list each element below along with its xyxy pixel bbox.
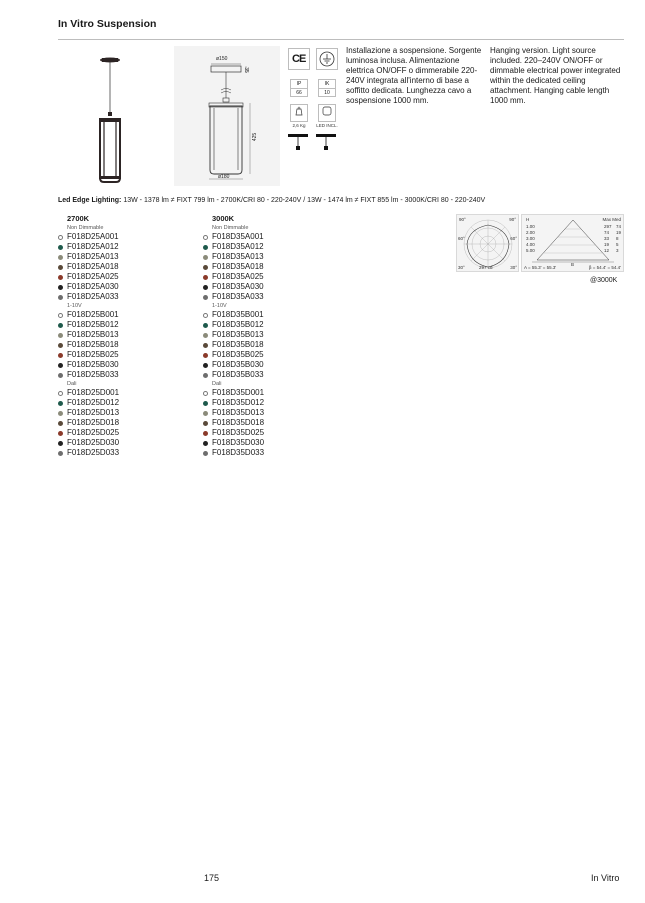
- product-code-row: [203, 330, 343, 340]
- column-temperature: 2700K: [67, 214, 90, 223]
- product-code: F018D25B018: [67, 340, 119, 349]
- product-code: F018D25A013: [67, 252, 119, 261]
- finish-swatch-icon: [203, 333, 208, 338]
- code-column-2700k: [58, 214, 198, 458]
- led-edge-spec: [58, 197, 485, 204]
- finish-swatch-icon: [203, 353, 208, 358]
- finish-swatch-icon: [58, 441, 63, 446]
- page-number: 175: [204, 873, 220, 883]
- finish-swatch-icon: [58, 333, 63, 338]
- product-code-row: [58, 330, 198, 340]
- product-code-row: [203, 252, 343, 262]
- product-code: F018D25B030: [67, 360, 119, 369]
- finish-swatch-icon: [203, 431, 208, 436]
- product-code-row: [203, 360, 343, 370]
- technical-drawing: [174, 46, 280, 186]
- finish-swatch-icon: [58, 323, 63, 328]
- product-code-row: [58, 360, 198, 370]
- led-included-label: LED INCL.: [316, 123, 338, 128]
- product-code: F018D25D013: [67, 408, 120, 417]
- finish-swatch-icon: [58, 373, 63, 378]
- finish-swatch-icon: [58, 245, 63, 250]
- cone-value-h: 1.00: [526, 224, 535, 229]
- product-code-row: [58, 398, 198, 408]
- product-code-row: [58, 408, 198, 418]
- ce-mark-icon: CE: [288, 48, 310, 70]
- product-code: F018D35B025: [212, 350, 264, 359]
- cone-value-max: 33: [604, 236, 610, 241]
- footer-product-name: In Vitro: [591, 873, 620, 883]
- product-code: F018D25D001: [67, 388, 120, 397]
- weight-icon: [290, 104, 308, 122]
- product-code: F018D25D012: [67, 398, 120, 407]
- finish-swatch-icon: [203, 313, 208, 318]
- cone-value-med: 8: [616, 236, 619, 241]
- product-code: F018D25B013: [67, 330, 119, 339]
- finish-swatch-icon: [203, 373, 208, 378]
- product-code-row: [58, 272, 198, 282]
- product-code-row: [58, 282, 198, 292]
- finish-swatch-icon: [203, 343, 208, 348]
- description-italian: Installazione a sospensione. Sorgente luminosa inclusa. Alimentazione elettrica ON/OFF o dimmerabile 220-240V integrata all'interno di base a soffitto dedicata. Lunghezza cavo a sospensione 1000 mm.: [346, 46, 482, 105]
- ip-rating-badge: IP 66: [290, 79, 308, 97]
- product-code-row: [203, 232, 343, 242]
- finish-swatch-icon: [58, 421, 63, 426]
- photometry-temperature-note: @3000K: [590, 277, 618, 284]
- product-code-row: [203, 370, 343, 380]
- finish-swatch-icon: [203, 285, 208, 290]
- product-code-row: [203, 340, 343, 350]
- finish-swatch-icon: [58, 265, 63, 270]
- cone-value-h: 2.00: [526, 230, 535, 235]
- product-code-row: [203, 398, 343, 408]
- finish-swatch-icon: [203, 235, 208, 240]
- dim-top-diameter: ø150: [216, 56, 228, 62]
- light-cone-diagram: H Max Med 1.00 297 74 2.00 74 19 3.00 33 8 4.00 19 5 5.00 12 3 B A = 55.3' = 55.3' β = 54.4' = 54.4': [521, 214, 624, 272]
- product-code-row: [58, 418, 198, 428]
- product-code: F018D35B033: [212, 370, 264, 379]
- product-code-row: [58, 252, 198, 262]
- product-code-row: [203, 272, 343, 282]
- product-code-row: [58, 310, 198, 320]
- product-code-row: [203, 282, 343, 292]
- product-code: F018D25A018: [67, 262, 119, 271]
- product-code-row: [203, 438, 343, 448]
- product-code: F018D25D025: [67, 428, 120, 437]
- product-code-row: [203, 320, 343, 330]
- polar-diagram: 90° 90° 60° 60° 30° 30° 297 cd: [456, 214, 519, 272]
- finish-swatch-icon: [203, 363, 208, 368]
- product-code-row: [203, 388, 343, 398]
- product-code: F018D25A001: [67, 232, 119, 241]
- product-code-row: [58, 262, 198, 272]
- product-code: F018D25A012: [67, 242, 119, 251]
- finish-swatch-icon: [58, 363, 63, 368]
- product-code-row: [203, 428, 343, 438]
- led-edge-values: 13W - 1378 lm ≠ FIXT 799 lm - 2700K/CRI 80 - 220-240V / 13W - 1474 lm ≠ FIXT 855 lm - 3000K/CRI 80 - 220-240V: [121, 197, 486, 204]
- control-type-label: Dali: [212, 381, 222, 387]
- product-code-row: [58, 438, 198, 448]
- column-temperature: 3000K: [212, 214, 235, 223]
- finish-swatch-icon: [203, 295, 208, 300]
- product-code: F018D25A033: [67, 292, 119, 301]
- product-code: F018D35B018: [212, 340, 264, 349]
- product-code: F018D35D018: [212, 418, 265, 427]
- product-code-row: [203, 418, 343, 428]
- product-code-row: [58, 388, 198, 398]
- finish-swatch-icon: [58, 235, 63, 240]
- cone-value-med: 3: [616, 248, 619, 253]
- product-code: F018D25B001: [67, 310, 119, 319]
- page-title: In Vitro Suspension: [58, 18, 157, 30]
- dim-body-height: 425: [252, 132, 259, 142]
- product-code-row: [58, 350, 198, 360]
- ik-rating-badge: IK 10: [318, 79, 336, 97]
- led-included-icon: [318, 104, 336, 122]
- product-code-row: [203, 242, 343, 252]
- product-code: F018D35A013: [212, 252, 264, 261]
- product-code: F018D25A030: [67, 282, 119, 291]
- finish-swatch-icon: [203, 451, 208, 456]
- product-code: F018D35B001: [212, 310, 264, 319]
- product-code-row: [203, 310, 343, 320]
- product-code: F018D35A018: [212, 262, 264, 271]
- product-code-row: [58, 292, 198, 302]
- product-code: F018D35D030: [212, 438, 265, 447]
- product-code: F018D35B030: [212, 360, 264, 369]
- product-code-row: [58, 232, 198, 242]
- cone-value-max: 74: [604, 230, 610, 235]
- product-code-row: [58, 242, 198, 252]
- finish-swatch-icon: [58, 285, 63, 290]
- product-code-row: [58, 370, 198, 380]
- control-type-label: Non Dimmable: [67, 225, 104, 231]
- finish-swatch-icon: [203, 255, 208, 260]
- finish-swatch-icon: [203, 421, 208, 426]
- finish-swatch-icon: [58, 313, 63, 318]
- cone-value-h: 4.00: [526, 242, 535, 247]
- product-code: F018D35D012: [212, 398, 265, 407]
- product-code: F018D25D033: [67, 448, 120, 457]
- cone-value-max: 19: [604, 242, 610, 247]
- product-code-row: [203, 448, 343, 458]
- finish-swatch-icon: [203, 323, 208, 328]
- finish-swatch-icon: [203, 391, 208, 396]
- finish-swatch-icon: [58, 343, 63, 348]
- product-code: F018D25D030: [67, 438, 120, 447]
- code-column-3000k: [203, 214, 343, 458]
- control-type-label: 1-10V: [212, 303, 227, 309]
- finish-swatch-icon: [58, 295, 63, 300]
- product-code-row: [58, 340, 198, 350]
- pendant-mount-alt-icon: [316, 134, 336, 154]
- certification-icons: [286, 46, 342, 158]
- product-code: F018D35A012: [212, 242, 264, 251]
- product-photo: [80, 50, 140, 190]
- finish-swatch-icon: [203, 441, 208, 446]
- finish-swatch-icon: [58, 275, 63, 280]
- finish-swatch-icon: [203, 265, 208, 270]
- product-code: F018D35D025: [212, 428, 265, 437]
- product-code: F018D25B025: [67, 350, 119, 359]
- led-edge-label: Led Edge Lighting:: [58, 197, 122, 204]
- cone-value-med: 19: [616, 230, 622, 235]
- cone-value-max: 12: [604, 248, 610, 253]
- product-code-row: [203, 262, 343, 272]
- product-code-row: [58, 320, 198, 330]
- finish-swatch-icon: [58, 431, 63, 436]
- product-code: F018D35A001: [212, 232, 264, 241]
- product-code: F018D25B012: [67, 320, 119, 329]
- finish-swatch-icon: [58, 411, 63, 416]
- product-code-row: [58, 428, 198, 438]
- product-code: F018D35D033: [212, 448, 265, 457]
- product-code-row: [203, 408, 343, 418]
- dim-bottom-diameter: ø180: [218, 174, 230, 180]
- finish-swatch-icon: [203, 401, 208, 406]
- ground-class-icon: [316, 48, 338, 70]
- product-code-row: [58, 448, 198, 458]
- dim-top-height: 35: [242, 67, 249, 73]
- finish-swatch-icon: [58, 353, 63, 358]
- cone-value-h: 5.00: [526, 248, 535, 253]
- product-code: F018D35A025: [212, 272, 264, 281]
- pendant-mount-icon: [288, 134, 308, 154]
- control-type-label: Non Dimmable: [212, 225, 249, 231]
- finish-swatch-icon: [58, 401, 63, 406]
- product-code: F018D35D013: [212, 408, 265, 417]
- description-english: Hanging version. Light source included. 220–240V ON/OFF or dimmable electrical power integrated within the dedicated ceiling attachment. Hanging cable length 1000 mm.: [490, 46, 621, 105]
- product-code: F018D25D018: [67, 418, 120, 427]
- product-code-row: [203, 292, 343, 302]
- title-divider: [58, 39, 624, 40]
- product-code: F018D35B013: [212, 330, 264, 339]
- cone-value-med: 74: [616, 224, 622, 229]
- cone-value-h: 3.00: [526, 236, 535, 241]
- weight-label: 2,6 Kg: [292, 123, 306, 128]
- product-code: F018D35B012: [212, 320, 264, 329]
- product-code: F018D25B033: [67, 370, 119, 379]
- product-code: F018D35A030: [212, 282, 264, 291]
- product-code: F018D35D001: [212, 388, 265, 397]
- finish-swatch-icon: [58, 451, 63, 456]
- finish-swatch-icon: [58, 391, 63, 396]
- product-code-row: [203, 350, 343, 360]
- product-code: F018D35A033: [212, 292, 264, 301]
- product-code: F018D25A025: [67, 272, 119, 281]
- cone-value-max: 297: [604, 224, 612, 229]
- cone-value-med: 5: [616, 242, 619, 247]
- finish-swatch-icon: [58, 255, 63, 260]
- finish-swatch-icon: [203, 275, 208, 280]
- finish-swatch-icon: [203, 245, 208, 250]
- finish-swatch-icon: [203, 411, 208, 416]
- control-type-label: 1-10V: [67, 303, 82, 309]
- control-type-label: Dali: [67, 381, 77, 387]
